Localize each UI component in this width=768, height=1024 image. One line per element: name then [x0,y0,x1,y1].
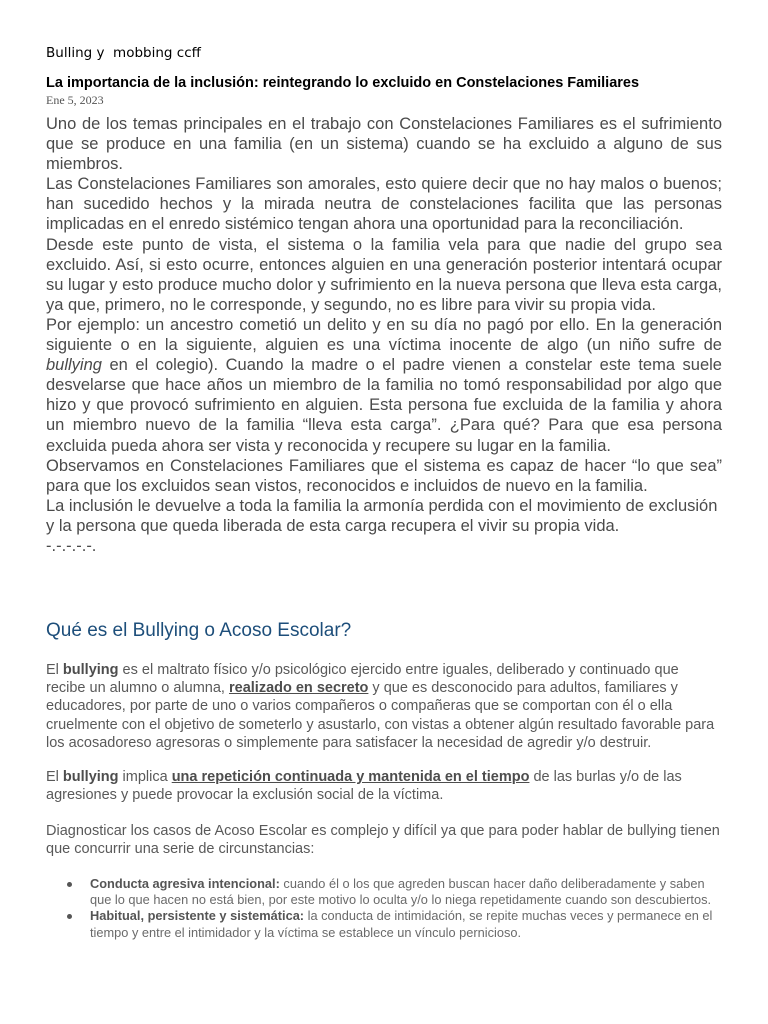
text-run: implica [118,769,172,785]
bold-term: bullying [62,662,119,678]
list-item [46,876,722,908]
list-item-text: la conducta de intimidación, se repite muchas veces y permanece en el tiempo y entre el intimidador y la víctima se establece un vínculo pernicioso. [90,908,713,940]
text-run: Por ejemplo: un ancestro cometió un delito y en su día no pagó por ello. En la generación siguiente o en la siguiente, alguien es una víctima inocente de algo (un niño sufre de [46,315,722,355]
bullet-dot-icon [67,882,72,887]
article-body [46,114,722,556]
list-item [46,908,722,940]
article-paragraph: Observamos en Constelaciones Familiares que el sistema es capaz de hacer “lo que sea” para que los excluidos sean vistos, reconocidos e incluidos de nuevo en la familia. [46,456,722,495]
section-heading: Qué es el Bullying o Acoso Escolar? [46,620,352,641]
emphasis-text: bullying [46,356,102,375]
bullet-dot-icon [67,914,72,919]
article-paragraph: Desde este punto de vista, el sistema o la familia vela para que nadie del grupo sea excluido. Así, si esto ocurre, entonces alguien en una generación posterior intentará ocupar su lugar y esto produce mucho dolor y sufrimiento en la nueva persona que lleva esta carga, ya que, primero, no le corresponde, y segundo, no es libre para vivir su propia vida. [46,235,722,314]
text-run: en el colegio). Cuando la madre o el padre vienen a constelar este tema suele desvelarse que hace años un miembro de la familia no tomó responsabilidad por algo que hizo y que provocó sufrimiento en alguien. Esta persona fue excluida de la familia y ahora un miembro nuevo de la familia “lleva esta carga”. ¿Para qué? Para que esa persona excluida pueda ahora ser vista y reconocida y recupere su lugar en la familia. [46,356,722,455]
bold-term: bullying [62,769,119,785]
list-item-term: Conducta agresiva intencional: [90,876,280,891]
separator: -.-.-.-.-. [46,536,97,555]
article-paragraph: La inclusión le devuelve a toda la familia la armonía perdida con el movimiento de exclusión y la persona que queda liberada de esta carga recupera el vivir su propia vida. [46,496,718,535]
definition-paragraph [46,661,722,752]
diagnosis-paragraph [46,822,722,858]
text-run: de las burlas y/o de las agresiones y puede provocar la exclusión social de la víctima. [46,769,682,804]
article-title: La importancia de la inclusión: reintegrando lo excluido en Constelaciones Familiares [46,75,640,91]
text-run: El [46,769,63,785]
criteria-list [46,876,722,941]
underlined-phrase: una repetición continuada y mantenida en el tiempo [171,769,530,785]
repetition-paragraph [46,768,722,804]
list-item-text: cuando él o los que agreden buscan hacer daño deliberadamente y saben que lo que hacen no está bien, por este motivo lo oculta y/o lo niega repetidamente cuando son descubiertos. [90,876,712,908]
list-item-term: Habitual, persistente y sistemática: [90,908,305,924]
article-date: Ene 5, 2023 [46,93,104,107]
text-run: El [46,662,63,678]
text-run: y que es desconocido para adultos, familiares y educadores, por parte de uno o varios compañeros o compañeras que se comportan con él o ella cruelmente con el objetivo de someterlo y asustarlo, con vistas a obtener algún resultado favorable para los acosadoreso agresoras o simplemente para satisfacer la necesidad de agredir y/o destruir. [46,680,715,751]
article-paragraph [46,315,722,456]
text-run: es el maltrato físico y/o psicológico ejercido entre iguales, deliberado y continuado que recibe un alumno o alumna, [46,662,679,697]
article-paragraph: Las Constelaciones Familiares son amorales, esto quiere decir que no hay malos o buenos; han sucedido hechos y la mirada neutra de constelaciones facilita que las personas implicadas en el enredo sistémico tengan ahora una oportunidad para la reconciliación. [46,175,722,234]
diagnosis-text: Diagnosticar los casos de Acoso Escolar es complejo y difícil ya que para poder hablar de bullying tienen que concurrir una serie de circunstancias: [46,823,720,858]
document-header: Bulling y mobbing ccff [46,45,201,61]
article-paragraph: Uno de los temas principales en el trabajo con Constelaciones Familiares es el sufrimiento que se produce en una familia (en un sistema) cuando se ha excluido a alguno de sus miembros. [46,115,722,174]
underlined-phrase: realizado en secreto [228,680,369,697]
